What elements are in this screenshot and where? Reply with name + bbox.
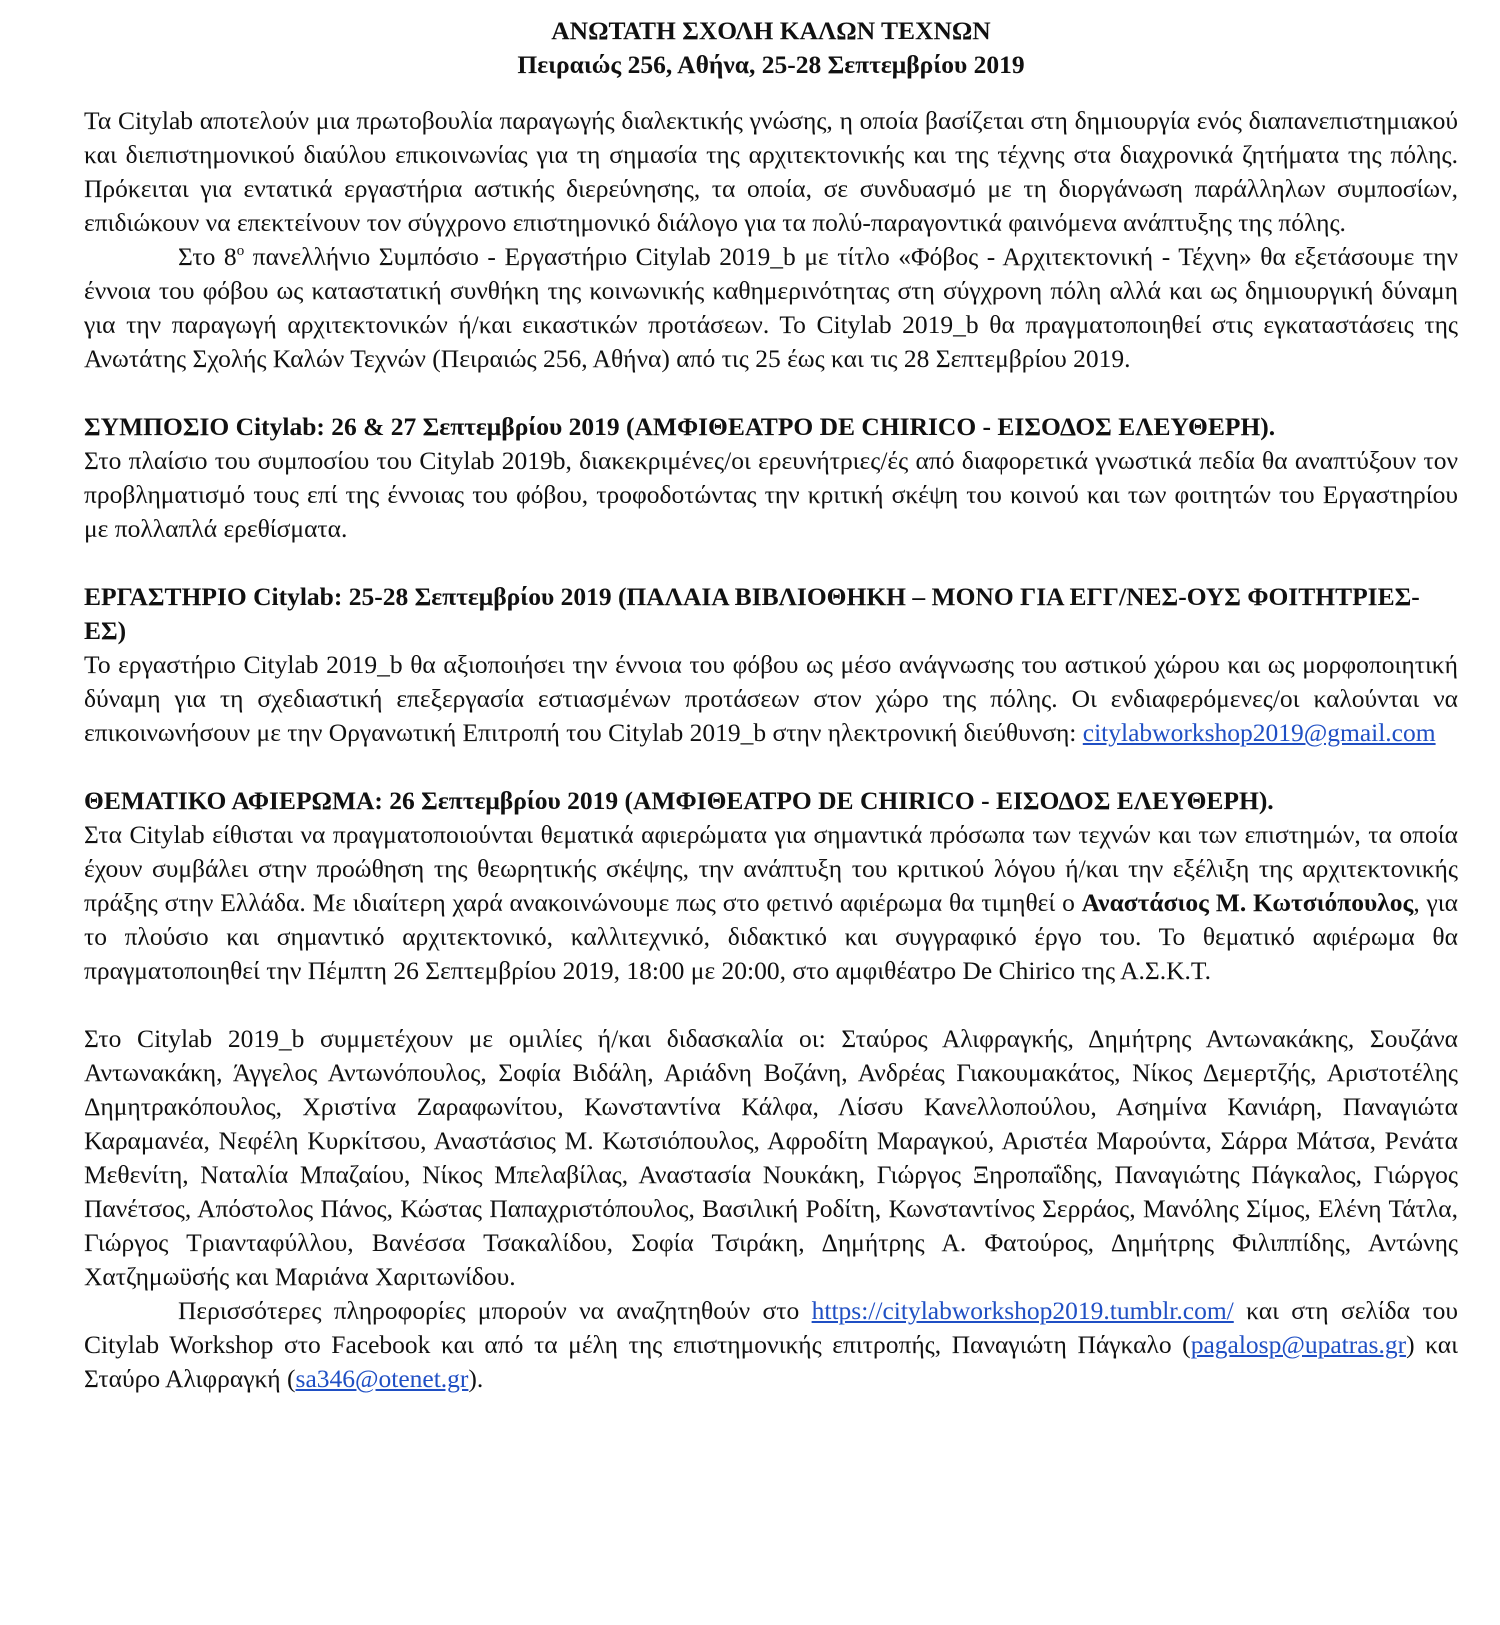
tribute-heading: ΘΕΜΑΤΙΚΟ ΑΦΙΕΡΩΜΑ: 26 Σεπτεμβρίου 2019 (ΑΜΦΙΘΕΑΤΡΟ DE CHIRICO - ΕΙΣΟΔΟΣ ΕΛΕΥΘΕΡΗ). (84, 786, 1274, 815)
intro-paragraph-symposium (84, 240, 1458, 376)
workshop-email-link[interactable]: citylabworkshop2019@gmail.com (1082, 718, 1436, 747)
spacer (84, 988, 1458, 1022)
tumblr-link[interactable]: https://citylabworkshop2019.tumblr.com/ (811, 1296, 1234, 1325)
honoree-name: Αναστάσιος Μ. Κωτσιόπουλος (1081, 888, 1414, 917)
more-info-text-d: ). (468, 1364, 484, 1393)
intro-text-rest: πανελλήνιο Συμπόσιο - Εργαστήριο Citylab 2019_b με τίτλο «Φόβος - Αρχιτεκτονική - Τέχνη» θα εξετάσουμε την έννοια του φόβου ως καταστατική συνθήκη της κοινωνικής καθημερινότητας στη σύγχρονη πόλη αλλά και ως δημιουργική δύναμη για την παραγωγή αρχιτεκτονικών ή/και εικαστικών προτάσεων. Το Citylab 2019_b θα πραγματοποιηθεί στις εγκαταστάσεις της Ανωτάτης Σχολής Καλών Τεχνών (Πειραιώς 256, Αθήνα) από τις 25 έως και τις 28 Σεπτεμβρίου 2019. (84, 242, 1458, 373)
spacer (84, 750, 1458, 784)
participants-paragraph: Στο Citylab 2019_b συμμετέχουν με ομιλίες ή/και διδασκαλία οι: Σταύρος Αλιφραγκής, Δημήτρης Αντωνακάκης, Σουζάνα Αντωνακάκη, Άγγελος Αντωνόπουλος, Σοφία Βιδάλη, Αριάδνη Βοζάνη, Ανδρέας Γιακουμακάτος, Νίκος Δεμερτζής, Αριστοτέλης Δημητρακόπουλος, Χριστίνα Ζαραφωνίτου, Κωνσταντίνα Κάλφα, Λίσσυ Κανελλοπούλου, Ασημίνα Κανιάρη, Παναγιώτα Καραμανέα, Νεφέλη Κυρκίτσου, Αναστάσιος Μ. Κωτσιόπουλος, Αφροδίτη Μαραγκού, Αριστέα Μαρούντα, Σάρρα Μάτσα, Ρενάτα Μεθενίτη, Ναταλία Μπαζαίου, Νίκος Μπελαβίλας, Αναστασία Νουκάκη, Γιώργος Ξηροπαΐδης, Παναγιώτης Πάγκαλος, Γιώργος Πανέτσος, Απόστολος Πάνος, Κώστας Παπαχριστόπουλος, Βασιλική Ροδίτη, Κωνσταντίνος Σερράος, Μανόλης Σίμος, Ελένη Τάτλα, Γιώργος Τριανταφύλλου, Βανέσσα Τσακαλίδου, Σοφία Τσιράκη, Δημήτρης Α. Φατούρος, Δημήτρης Φιλιππίδης, Αντώνης Χατζημωϋσής και Μαριάνα Χαριτωνίδου. (84, 1024, 1458, 1291)
workshop-heading: ΕΡΓΑΣΤΗΡΙΟ Citylab: 25-28 Σεπτεμβρίου 2019 (ΠΑΛΑΙΑ ΒΙΒΛΙΟΘΗΚΗ – ΜΟΝΟ ΓΙΑ ΕΓΓ/ΝΕΣ-ΟΥΣ ΦΟΙΤΗΤΡΙΕΣ-ΕΣ) (84, 582, 1420, 645)
pagalos-email-link[interactable]: pagalosp@upatras.gr (1190, 1330, 1407, 1359)
tribute-text-start: Στα Citylab είθισται να πραγματοποιούνται θεματικά αφιερώματα για σημαντικά πρόσωπα των τεχνών και των επιστημών, τα οποία έχουν συμβάλει στην προώθηση της θεωρητικής σκέψης, την ανάπτυξη του κριτικού λόγου ή/και την εξέλιξη της αρχιτεκτονικής πράξης στην Ελλάδα. Με ιδιαίτερη χαρά ανακοινώνουμε πως στο φετινό αφιέρωμα θα τιμηθεί ο (84, 820, 1458, 917)
intro-text-start: Στο 8 (178, 242, 237, 271)
ordinal-superscript: ο (236, 243, 245, 259)
symposium-heading: ΣΥΜΠΟΣΙΟ Citylab: 26 & 27 Σεπτεμβρίου 2019 (ΑΜΦΙΘΕΑΤΡΟ DE CHIRICO - ΕΙΣΟΔΟΣ ΕΛΕΥΘΕΡΗ). (84, 412, 1276, 441)
more-info-text-b: και στη σελίδα του Citylab Workshop στο Facebook και από τα μέλη της επιστημονικής επιτροπής, Παναγιώτη Πάγκαλο ( (84, 1296, 1458, 1359)
document-page (84, 14, 1458, 1396)
institution-title: ΑΝΩΤΑΤΗ ΣΧΟΛΗ ΚΑΛΩΝ ΤΕΧΝΩΝ (551, 16, 991, 45)
spacer (84, 376, 1458, 410)
tribute-text-rest: , για το πλούσιο και σημαντικό αρχιτεκτονικό, καλλιτεχνικό, διδακτικό και συγγραφικό έργο του. Το θεματικό αφιέρωμα θα πραγματοποιηθεί την Πέμπτη 26 Σεπτεμβρίου 2019, 18:00 με 20:00, στο αμφιθέατρο De Chirico της Α.Σ.Κ.Τ. (84, 888, 1459, 985)
address-dates: Πειραιώς 256, Αθήνα, 25-28 Σεπτεμβρίου 2019 (517, 50, 1025, 79)
document-header (84, 14, 1458, 82)
more-info-text-a: Περισσότερες πληροφορίες μπορούν να αναζητηθούν στο (178, 1296, 812, 1325)
workshop-body (84, 648, 1458, 750)
symposium-body: Στο πλαίσιο του συμποσίου του Citylab 2019b, διακεκριμένες/οι ερευνήτριες/ές από διαφορετικά γνωστικά πεδία θα αναπτύξουν τον προβληματισμό τους επί της έννοιας του φόβου, τροφοδοτώντας την κριτική σκέψη του κοινού και των φοιτητών του Εργαστηρίου με πολλαπλά ερεθίσματα. (84, 446, 1458, 543)
workshop-text: Το εργαστήριο Citylab 2019_b θα αξιοποιήσει την έννοια του φόβου ως μέσο ανάγνωσης του αστικού χώρου και ως μορφοποιητική δύναμη για τη σχεδιαστική επεξεργασία εστιασμένων προτάσεων στον χώρο της πόλης. Οι ενδιαφερόμενες/οι καλούνται να επικοινωνήσουν με την Οργανωτική Επιτροπή του Citylab 2019_b στην ηλεκτρονική διεύθυνση: (84, 650, 1458, 747)
alifragkis-email-link[interactable]: sa346@otenet.gr (295, 1364, 469, 1393)
more-info-text-c: ) και Σταύρο Αλιφραγκή ( (84, 1330, 1458, 1393)
spacer (84, 546, 1458, 580)
tribute-body (84, 818, 1458, 988)
more-info-paragraph (84, 1294, 1458, 1396)
intro-paragraph: Τα Citylab αποτελούν μια πρωτοβουλία παραγωγής διαλεκτικής γνώσης, η οποία βασίζεται στη δημιουργία ενός διαπανεπιστημιακού και διεπιστημονικού διαύλου επικοινωνίας για τη σημασία της αρχιτεκτονικής και της τέχνης στα διαχρονικά ζητήματα της πόλης. Πρόκειται για εντατικά εργαστήρια αστικής διερεύνησης, τα οποία, σε συνδυασμό με τη διοργάνωση παράλληλων συμποσίων, επιδιώκουν να επεκτείνουν τον σύγχρονο επιστημονικό διάλογο για τα πολύ-παραγοντικά φαινόμενα ανάπτυξης της πόλης. (84, 106, 1458, 237)
